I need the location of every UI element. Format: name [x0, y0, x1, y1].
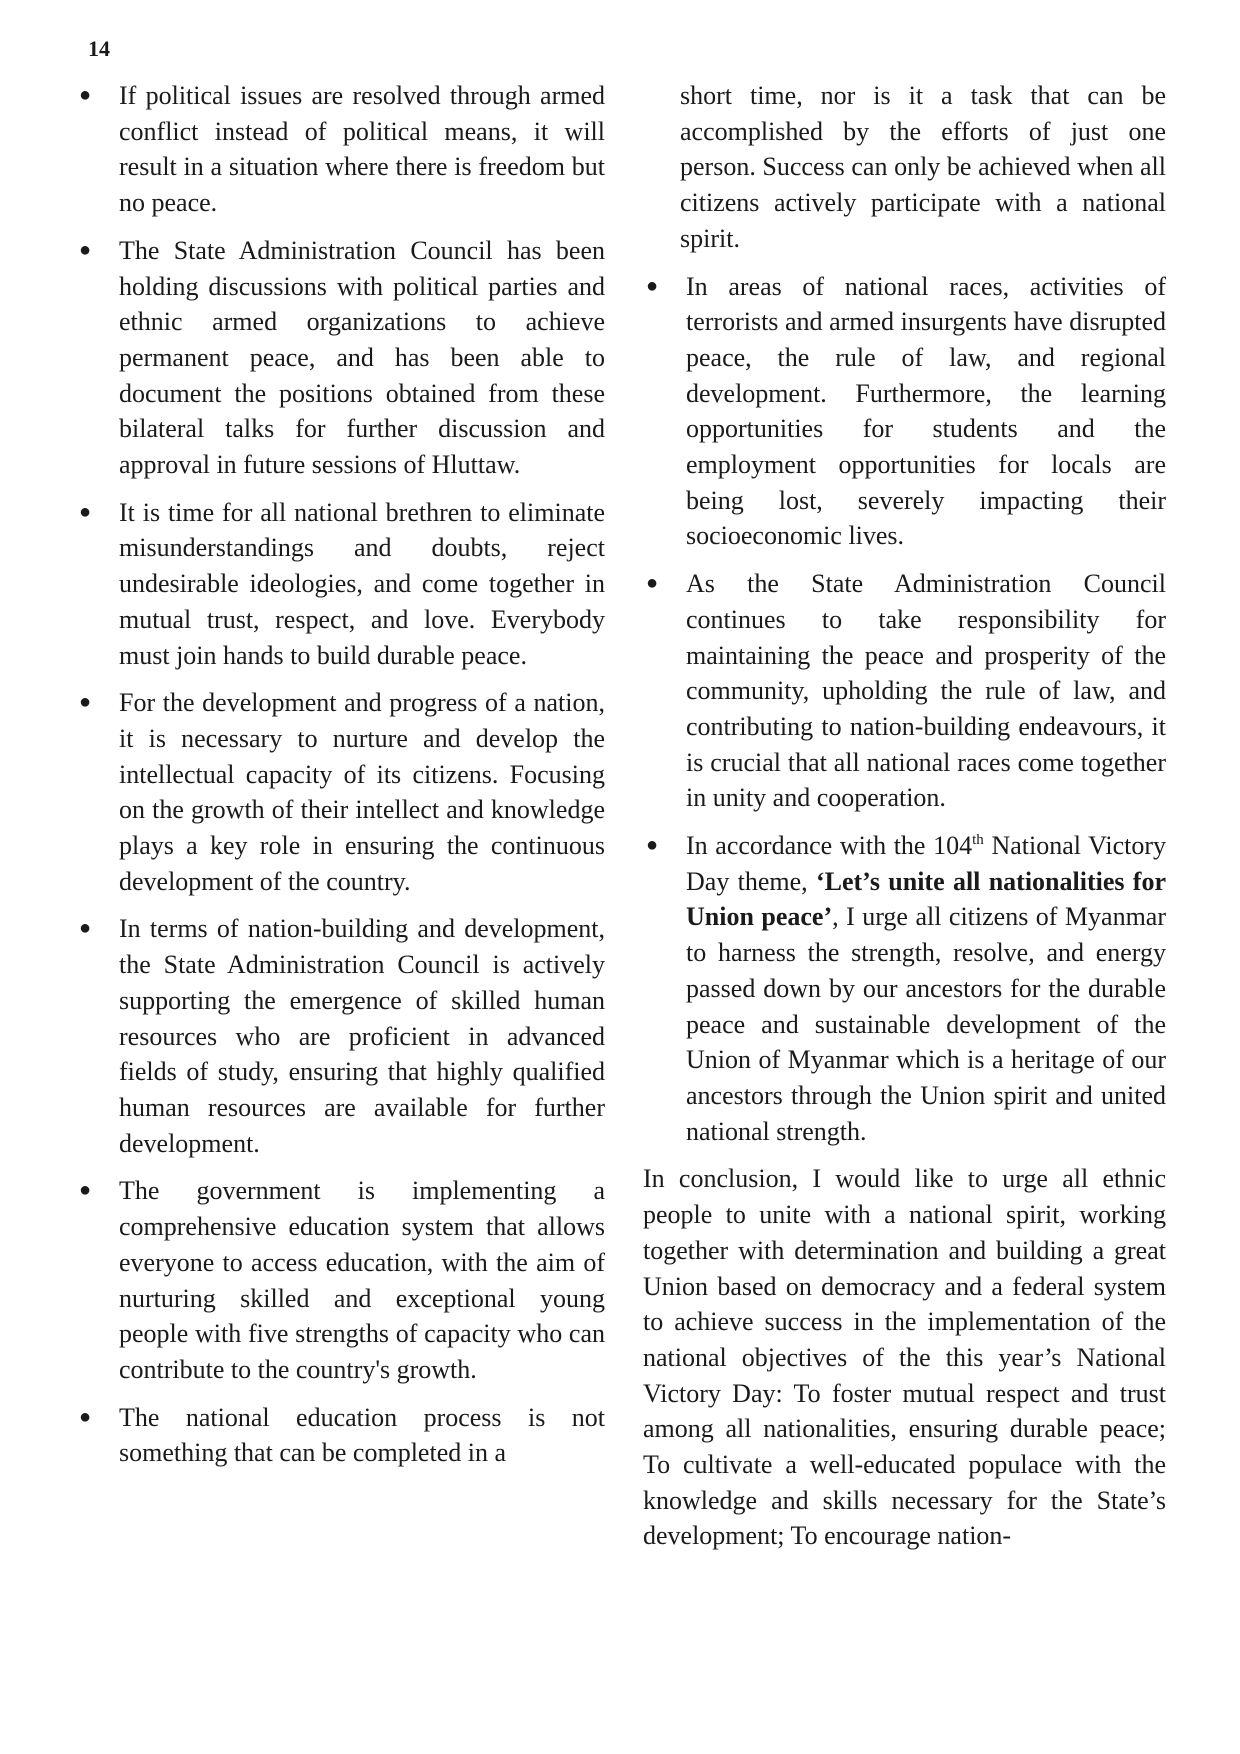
list-item	[76, 78, 605, 221]
ordinal-suffix: th	[972, 832, 984, 849]
bullet-icon: ●	[79, 691, 92, 714]
bullet-icon: ●	[79, 238, 92, 261]
bullet-text: For the development and progress of a nation, it is necessary to nurture and develop the intellectual capacity of its citizens. Focusing on the growth of their intellect and knowledge plays a key role in ensuring the continuous development of the country.	[119, 688, 605, 896]
bullet-text: If political issues are resolved through armed conflict instead of political means, it will result in a situation where there is freedom but no peace.	[119, 81, 605, 218]
right-bullet-list	[643, 269, 1166, 1150]
right-column	[643, 78, 1166, 1554]
bullet-icon: ●	[79, 1179, 92, 1202]
bullet-icon: ●	[646, 572, 659, 595]
list-item	[76, 1400, 605, 1471]
bullet-icon: ●	[79, 1405, 92, 1428]
list-item	[643, 828, 1166, 1149]
list-item	[76, 685, 605, 899]
list-item	[76, 495, 605, 674]
list-item	[76, 1173, 605, 1387]
victory-day-theme: ‘Let’s unite all nationalities for Union peace’	[686, 866, 1166, 932]
bullet-text: As the State Administration Council continues to take responsibility for maintaining the peace and prosperity of the community, upholding the rule of law, and contributing to nation-building endeavours, it is crucial that all national races come together in unity and cooperation.	[686, 569, 1166, 813]
victory-day-text	[686, 831, 1166, 1146]
bullet-text: The government is implementing a comprehensive education system that allows everyone to access education, with the aim of nurturing skilled and exceptional young people with five strengths of capacity who can contribute to the country's growth.	[119, 1176, 605, 1384]
bullet-text: The State Administration Council has been holding discussions with political parties and ethnic armed organizations to achieve permanent peace, and has been able to document the positions obtained from these bilateral talks for further discussion and approval in future sessions of Hluttaw.	[119, 235, 605, 480]
bullet-icon: ●	[646, 274, 659, 297]
victory-suffix: , I urge all citizens of Myanmar to harness the strength, resolve, and energy passed down by our ancestors for the durable peace and sustainable development of the Union of Myanmar which is a heritage of our ancestors through the Union spirit and united national strength.	[686, 902, 1166, 1146]
page-number: 14	[88, 36, 110, 61]
list-item	[643, 566, 1166, 816]
bullet-text: It is time for all national brethren to eliminate misunderstandings and doubts, reject undesirable ideologies, and come together in mutual trust, respect, and love. Everybody must join hands to build durable peace.	[119, 497, 605, 670]
conclusion-paragraph: In conclusion, I would like to urge all ethnic people to unite with a national spirit, working together with determination and building a great Union based on democracy and a federal system to achieve success in the implementation of the national objectives of the this year’s National Victory Day: To foster mutual respect and trust among all nationalities, ensuring durable peace; To cultivate a well-educated populace with the knowledge and skills necessary for the State’s development; To encourage nation-	[643, 1164, 1166, 1551]
victory-prefix: In accordance with the 104	[686, 831, 973, 861]
bullet-text: In terms of nation-building and development, the State Administration Council is actively supporting the emergence of skilled human resources who are proficient in advanced fields of study, ensuring that highly qualified human resources are available for further development.	[119, 914, 605, 1158]
bullet-icon: ●	[646, 834, 659, 857]
victory-after-sup: National Victory Day theme,	[686, 831, 1167, 896]
list-item	[76, 233, 605, 483]
bullet-text: In areas of national races, activities of terrorists and armed insurgents have disrupted peace, the rule of law, and regional development. Furthermore, the learning opportunities for students and the employment opportunities for locals are being lost, severely impacting their socioeconomic lives.	[686, 271, 1166, 551]
list-item	[643, 269, 1166, 555]
bullet-icon: ●	[79, 84, 92, 106]
bullet-icon: ●	[79, 917, 92, 940]
bullet-icon: ●	[79, 500, 92, 523]
list-item	[76, 911, 605, 1161]
bullet-text: The national education process is not something that can be completed in a	[119, 1402, 605, 1468]
left-bullet-list	[76, 78, 605, 1471]
left-column	[76, 78, 605, 1483]
continued-bullet-text: short time, nor is it a task that can be accomplished by the efforts of just one person. Success can only be achieved when all citizens actively participate with a national spirit.	[680, 81, 1166, 253]
